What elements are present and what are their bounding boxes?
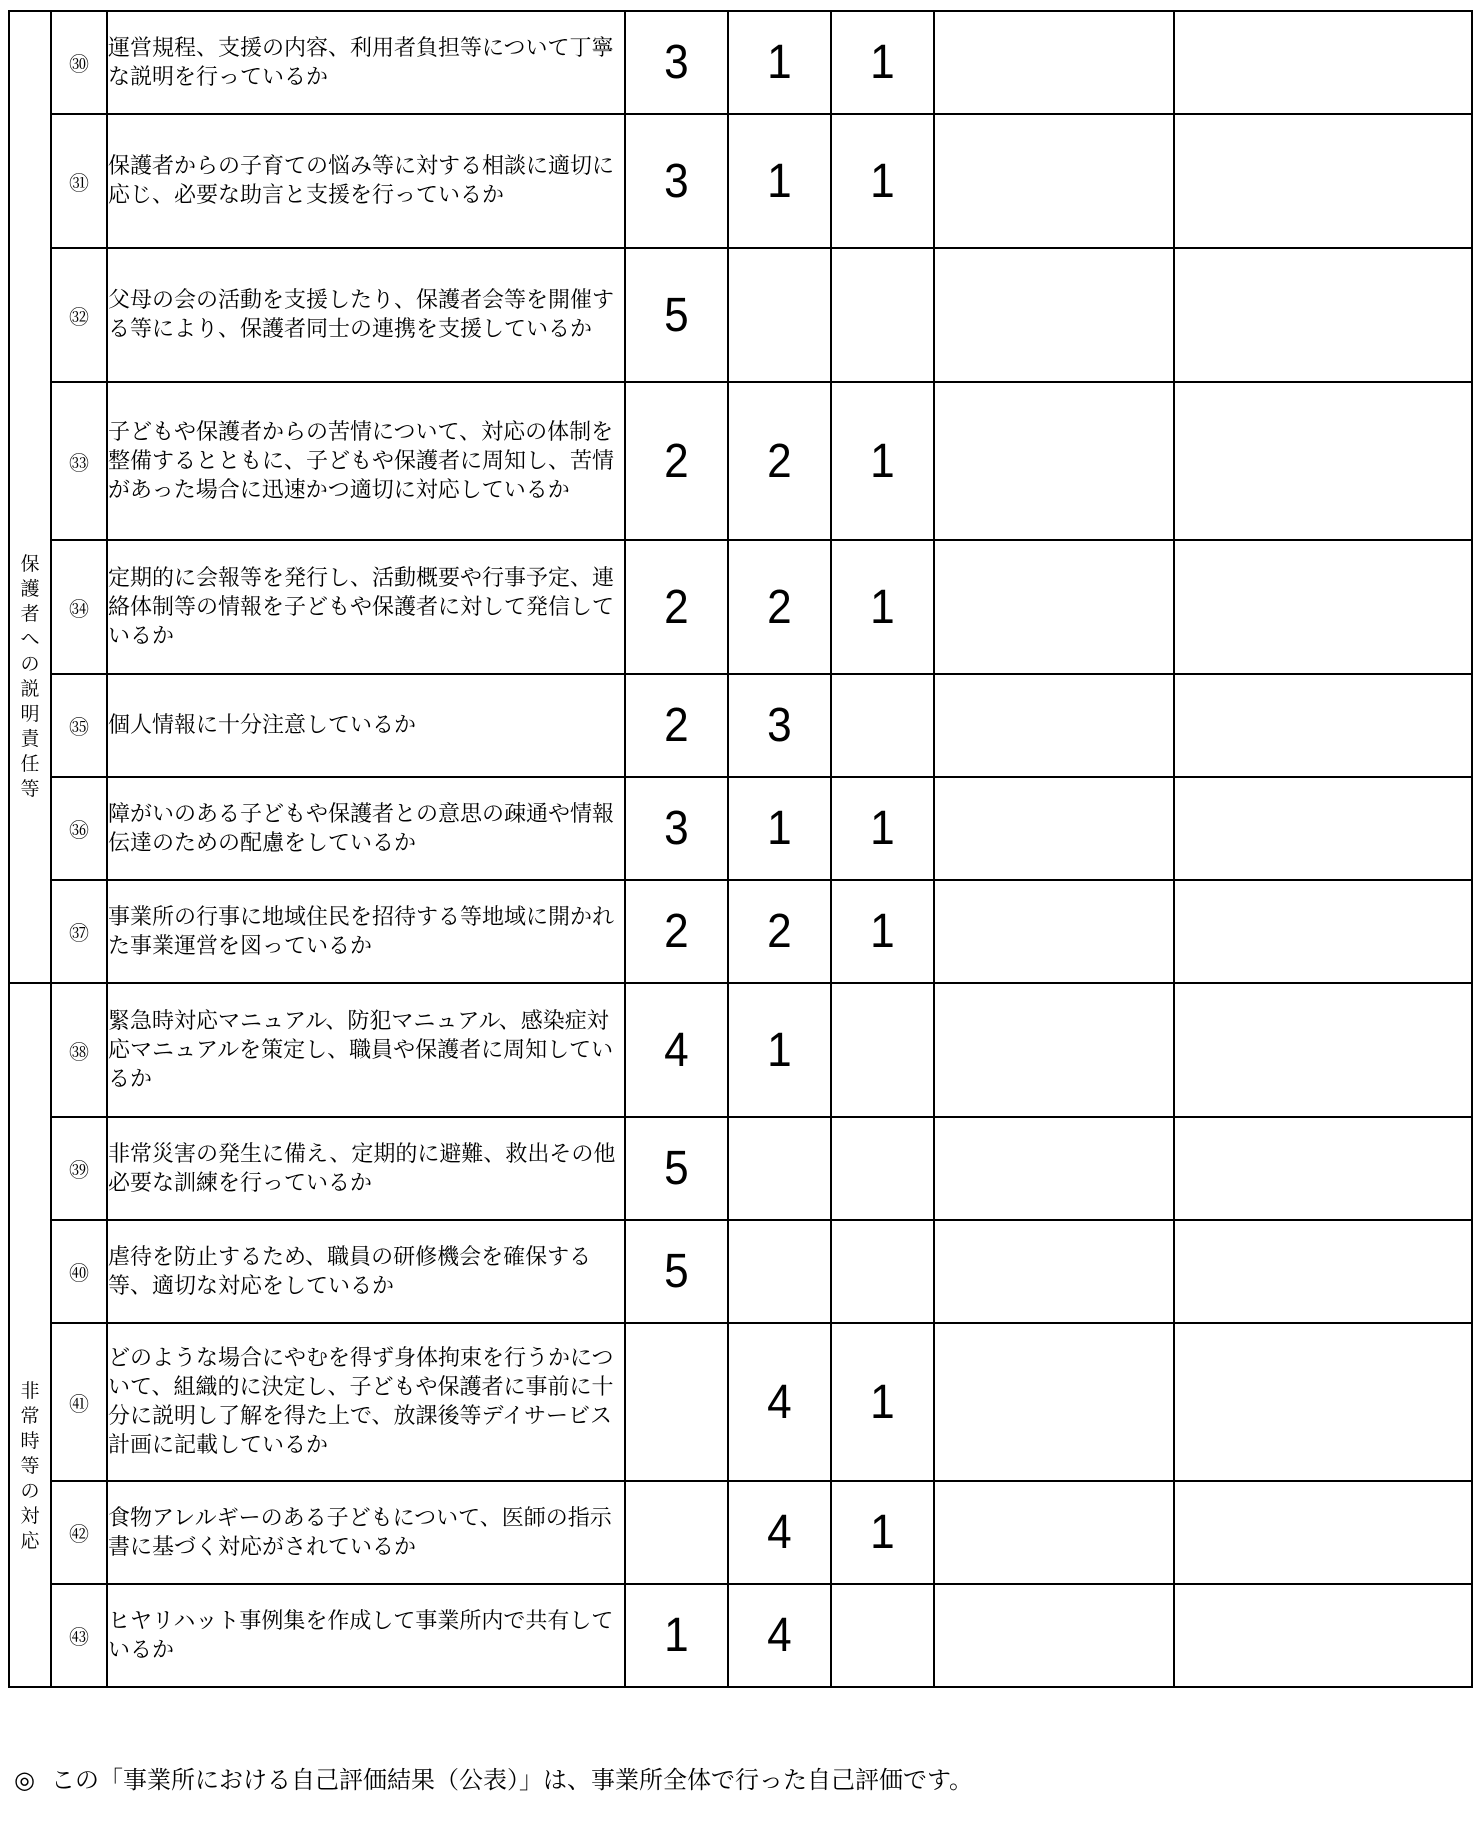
table-row bbox=[9, 248, 1472, 382]
answer-count: 2 bbox=[767, 905, 792, 958]
answer-count-cell bbox=[831, 11, 934, 114]
question-text: 障がいのある子どもや保護者との意思の疎通や情報伝達のための配慮をしているか bbox=[107, 777, 625, 880]
answer-count: 3 bbox=[767, 699, 792, 752]
table-row bbox=[9, 674, 1472, 777]
answer-count-cell bbox=[728, 777, 831, 880]
table-row bbox=[9, 114, 1472, 248]
comment-cell bbox=[934, 1584, 1174, 1687]
answer-count-cell bbox=[831, 1117, 934, 1220]
item-number: ㉝ bbox=[51, 382, 107, 540]
answer-count-cell bbox=[728, 1584, 831, 1687]
answer-count-cell bbox=[831, 382, 934, 540]
table-row bbox=[9, 1117, 1472, 1220]
answer-count-cell bbox=[625, 114, 728, 248]
answer-count-cell bbox=[625, 1584, 728, 1687]
answer-count-cell bbox=[831, 114, 934, 248]
comment-cell bbox=[934, 11, 1174, 114]
answer-count-cell bbox=[728, 1481, 831, 1584]
comment-cell bbox=[1174, 382, 1472, 540]
answer-count: 1 bbox=[870, 1375, 895, 1429]
comment-cell bbox=[1174, 1584, 1472, 1687]
answer-count: 3 bbox=[664, 154, 689, 208]
item-number: ㊴ bbox=[51, 1117, 107, 1220]
answer-count: 2 bbox=[767, 434, 792, 488]
answer-count: 1 bbox=[767, 36, 792, 89]
item-number: ㉜ bbox=[51, 248, 107, 382]
item-number: ㊵ bbox=[51, 1220, 107, 1323]
answer-count-cell bbox=[831, 248, 934, 382]
item-number: ㉛ bbox=[51, 114, 107, 248]
question-text: 事業所の行事に地域住民を招待する等地域に開かれた事業運営を図っているか bbox=[107, 880, 625, 983]
table-row bbox=[9, 880, 1472, 983]
answer-count-cell bbox=[625, 11, 728, 114]
question-text: どのような場合にやむを得ず身体拘束を行うかについて、組織的に決定し、子どもや保護者に事前に十分に説明し了解を得た上で、放課後等デイサービス計画に記載しているか bbox=[107, 1323, 625, 1481]
answer-count: 1 bbox=[767, 802, 792, 855]
answer-count-cell bbox=[728, 114, 831, 248]
double-circle-icon: ◎ bbox=[14, 1766, 35, 1794]
answer-count: 1 bbox=[870, 1506, 895, 1559]
comment-cell bbox=[1174, 540, 1472, 674]
question-text: 定期的に会報等を発行し、活動概要や行事予定、連絡体制等の情報を子どもや保護者に対して発信しているか bbox=[107, 540, 625, 674]
item-number: ㊶ bbox=[51, 1323, 107, 1481]
answer-count-cell bbox=[728, 248, 831, 382]
answer-count: 5 bbox=[664, 1245, 689, 1298]
answer-count-cell bbox=[728, 983, 831, 1117]
question-text: 保護者からの子育ての悩み等に対する相談に適切に応じ、必要な助言と支援を行っているか bbox=[107, 114, 625, 248]
comment-cell bbox=[934, 540, 1174, 674]
table-row bbox=[9, 382, 1472, 540]
question-text: 緊急時対応マニュアル、防犯マニュアル、感染症対応マニュアルを策定し、職員や保護者に周知しているか bbox=[107, 983, 625, 1117]
comment-cell bbox=[1174, 983, 1472, 1117]
comment-cell bbox=[934, 777, 1174, 880]
answer-count: 2 bbox=[664, 580, 689, 634]
question-text: 個人情報に十分注意しているか bbox=[107, 674, 625, 777]
answer-count: 5 bbox=[664, 1142, 689, 1195]
comment-cell bbox=[934, 1220, 1174, 1323]
answer-count-cell bbox=[625, 382, 728, 540]
table-row bbox=[9, 11, 1472, 114]
item-number: ㉚ bbox=[51, 11, 107, 114]
evaluation-table bbox=[8, 10, 1473, 1688]
answer-count-cell bbox=[625, 674, 728, 777]
answer-count: 2 bbox=[664, 699, 689, 752]
answer-count: 1 bbox=[870, 905, 895, 958]
table-body bbox=[9, 11, 1472, 1687]
answer-count: 1 bbox=[870, 580, 895, 634]
answer-count-cell bbox=[625, 777, 728, 880]
table-row bbox=[9, 983, 1472, 1117]
category-cell bbox=[9, 983, 51, 1687]
comment-cell bbox=[1174, 777, 1472, 880]
footer-note bbox=[14, 1760, 973, 1795]
answer-count-cell bbox=[625, 1323, 728, 1481]
answer-count-cell bbox=[728, 880, 831, 983]
comment-cell bbox=[934, 248, 1174, 382]
comment-cell bbox=[1174, 674, 1472, 777]
answer-count-cell bbox=[625, 1117, 728, 1220]
comment-cell bbox=[934, 983, 1174, 1117]
comment-cell bbox=[1174, 1481, 1472, 1584]
comment-cell bbox=[934, 880, 1174, 983]
answer-count-cell bbox=[831, 1584, 934, 1687]
table-row bbox=[9, 1323, 1472, 1481]
answer-count-cell bbox=[728, 1220, 831, 1323]
table-row bbox=[9, 777, 1472, 880]
question-text: 虐待を防止するため、職員の研修機会を確保する等、適切な対応をしているか bbox=[107, 1220, 625, 1323]
item-number: ㊸ bbox=[51, 1584, 107, 1687]
answer-count-cell bbox=[728, 540, 831, 674]
answer-count: 1 bbox=[664, 1609, 689, 1662]
answer-count: 4 bbox=[767, 1375, 792, 1429]
item-number: ㉞ bbox=[51, 540, 107, 674]
answer-count-cell bbox=[625, 540, 728, 674]
answer-count: 3 bbox=[664, 802, 689, 855]
answer-count-cell bbox=[831, 777, 934, 880]
answer-count-cell bbox=[728, 674, 831, 777]
comment-cell bbox=[934, 1117, 1174, 1220]
answer-count: 2 bbox=[767, 580, 792, 634]
item-number: ㊲ bbox=[51, 880, 107, 983]
category-label: 保護者への説明責任等 bbox=[20, 553, 40, 800]
comment-cell bbox=[934, 1481, 1174, 1584]
item-number: ㉟ bbox=[51, 674, 107, 777]
question-text: 非常災害の発生に備え、定期的に避難、救出その他必要な訓練を行っているか bbox=[107, 1117, 625, 1220]
table-row bbox=[9, 1220, 1472, 1323]
comment-cell bbox=[1174, 880, 1472, 983]
comment-cell bbox=[934, 674, 1174, 777]
comment-cell bbox=[1174, 1220, 1472, 1323]
comment-cell bbox=[934, 1323, 1174, 1481]
item-number: ㊱ bbox=[51, 777, 107, 880]
table-row bbox=[9, 540, 1472, 674]
answer-count-cell bbox=[831, 983, 934, 1117]
answer-count: 1 bbox=[870, 802, 895, 855]
question-text: 子どもや保護者からの苦情について、対応の体制を整備するとともに、子どもや保護者に周知し、苦情があった場合に迅速かつ適切に対応しているか bbox=[107, 382, 625, 540]
answer-count: 1 bbox=[767, 1023, 792, 1077]
answer-count-cell bbox=[728, 1117, 831, 1220]
answer-count-cell bbox=[831, 540, 934, 674]
answer-count: 2 bbox=[664, 434, 689, 488]
question-text: 父母の会の活動を支援したり、保護者会等を開催する等により、保護者同士の連携を支援しているか bbox=[107, 248, 625, 382]
answer-count-cell bbox=[831, 1481, 934, 1584]
answer-count-cell bbox=[831, 1323, 934, 1481]
answer-count-cell bbox=[728, 382, 831, 540]
comment-cell bbox=[934, 382, 1174, 540]
answer-count-cell bbox=[625, 1220, 728, 1323]
question-text: 運営規程、支援の内容、利用者負担等について丁寧な説明を行っているか bbox=[107, 11, 625, 114]
question-text: ヒヤリハット事例集を作成して事業所内で共有しているか bbox=[107, 1584, 625, 1687]
answer-count: 1 bbox=[767, 154, 792, 208]
answer-count-cell bbox=[728, 1323, 831, 1481]
question-text: 食物アレルギーのある子どもについて、医師の指示書に基づく対応がされているか bbox=[107, 1481, 625, 1584]
answer-count-cell bbox=[831, 880, 934, 983]
answer-count: 1 bbox=[870, 154, 895, 208]
answer-count: 4 bbox=[767, 1506, 792, 1559]
answer-count-cell bbox=[625, 983, 728, 1117]
answer-count-cell bbox=[831, 1220, 934, 1323]
answer-count-cell bbox=[625, 1481, 728, 1584]
answer-count: 4 bbox=[664, 1023, 689, 1077]
answer-count-cell bbox=[831, 674, 934, 777]
comment-cell bbox=[1174, 248, 1472, 382]
comment-cell bbox=[1174, 1117, 1472, 1220]
answer-count-cell bbox=[625, 248, 728, 382]
answer-count: 2 bbox=[664, 905, 689, 958]
item-number: ㊷ bbox=[51, 1481, 107, 1584]
answer-count: 1 bbox=[870, 434, 895, 488]
answer-count: 3 bbox=[664, 36, 689, 89]
footer-text: この「事業所における自己評価結果（公表）」は、事業所全体で行った自己評価です。 bbox=[50, 1766, 974, 1794]
comment-cell bbox=[1174, 11, 1472, 114]
category-label: 非常時等の対応 bbox=[20, 1379, 40, 1552]
answer-count: 5 bbox=[664, 288, 689, 342]
answer-count: 1 bbox=[870, 36, 895, 89]
comment-cell bbox=[1174, 1323, 1472, 1481]
category-cell bbox=[9, 11, 51, 983]
answer-count-cell bbox=[728, 11, 831, 114]
comment-cell bbox=[934, 114, 1174, 248]
comment-cell bbox=[1174, 114, 1472, 248]
item-number: ㊳ bbox=[51, 983, 107, 1117]
table-row bbox=[9, 1584, 1472, 1687]
answer-count: 4 bbox=[767, 1609, 792, 1662]
table-row bbox=[9, 1481, 1472, 1584]
answer-count-cell bbox=[625, 880, 728, 983]
